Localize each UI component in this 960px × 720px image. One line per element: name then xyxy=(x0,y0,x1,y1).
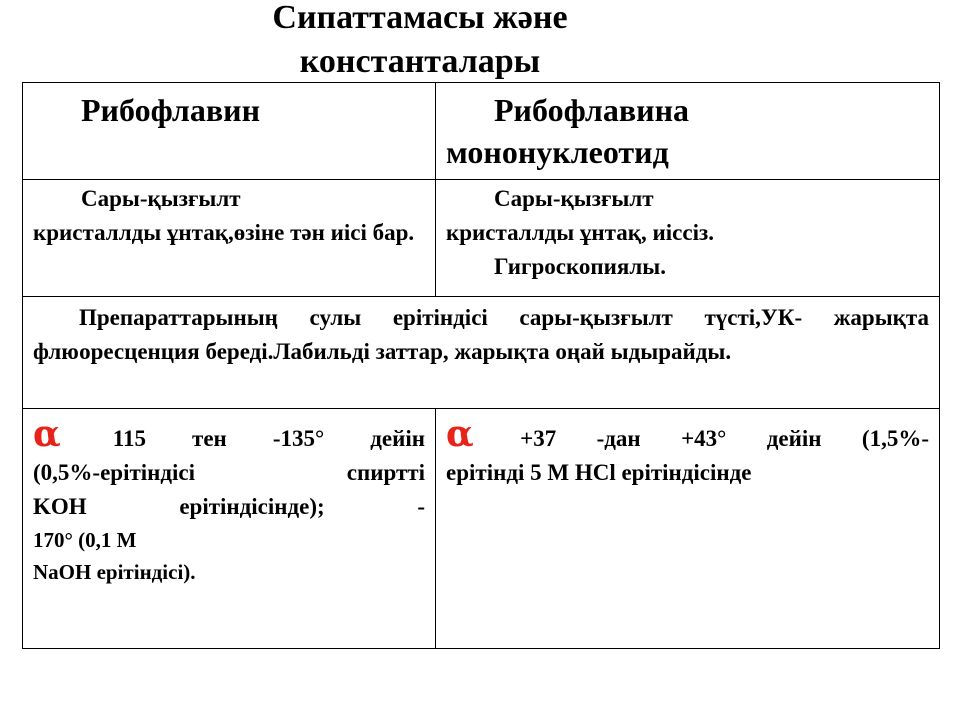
appearance-mononucleotide-line-1: Сары-қызғылт xyxy=(494,186,654,211)
rotation-riboflavin-line-5: NaOH ерітіндісі). xyxy=(33,560,196,584)
alpha-symbol: α xyxy=(446,413,474,455)
common-properties-text: Препараттарының сулы ерітіндісі сары-қызғылт түсті,УК- жарықта флюоресценция береді.Лабильді заттар, жарықта оңай ыдырайды. xyxy=(33,305,929,364)
appearance-mononucleotide-line-3: Гигроскопиялы. xyxy=(494,254,666,279)
rotation-mononucleotide-range: +37 -дан +43° дейін (1,5%- xyxy=(520,426,929,451)
appearance-riboflavin-line-1: Сары-қызғылт xyxy=(81,186,241,211)
properties-table xyxy=(22,82,940,649)
header-mononucleotide-line-1: Рибофлавина xyxy=(494,92,690,128)
header-row xyxy=(23,83,940,180)
slide-title-line-2: константалары xyxy=(299,43,541,80)
rotation-riboflavin-line-3: KOH ерітіндісінде); - xyxy=(33,494,425,519)
rotation-riboflavin-cell xyxy=(23,409,436,649)
rotation-riboflavin-range: 115 тен -135° дейін xyxy=(112,426,426,451)
rotation-row xyxy=(23,409,940,649)
appearance-riboflavin-rest: кристаллды ұнтақ,өзіне тән иісі бар. xyxy=(33,220,415,245)
appearance-riboflavin-cell xyxy=(23,180,436,297)
appearance-row xyxy=(23,180,940,297)
slide-title xyxy=(120,0,720,84)
slide-title-line-1: Сипаттамасы және xyxy=(272,0,568,36)
appearance-mononucleotide-cell xyxy=(436,180,940,297)
common-properties-cell xyxy=(23,297,940,409)
header-mononucleotide-line-2: мононуклеотид xyxy=(446,134,669,170)
rotation-mononucleotide-cell xyxy=(436,409,940,649)
header-mononucleotide-cell xyxy=(436,83,940,180)
rotation-riboflavin-line-1 xyxy=(33,413,426,456)
header-riboflavin: Рибофлавин xyxy=(81,92,261,128)
rotation-mononucleotide-line-1 xyxy=(446,413,929,456)
common-properties-row xyxy=(23,297,940,409)
rotation-riboflavin-line-4: 170° (0,1 М xyxy=(33,528,137,552)
appearance-mononucleotide-line-2: кристаллды ұнтақ, иіссіз. xyxy=(446,220,714,245)
rotation-mononucleotide-line-2: ерітінді 5 М HCl ерітіндісінде xyxy=(446,460,752,485)
header-riboflavin-cell xyxy=(23,83,436,180)
alpha-symbol: α xyxy=(33,413,61,455)
rotation-riboflavin-line-2: (0,5%-ерітіндісі спиртті xyxy=(33,460,425,485)
